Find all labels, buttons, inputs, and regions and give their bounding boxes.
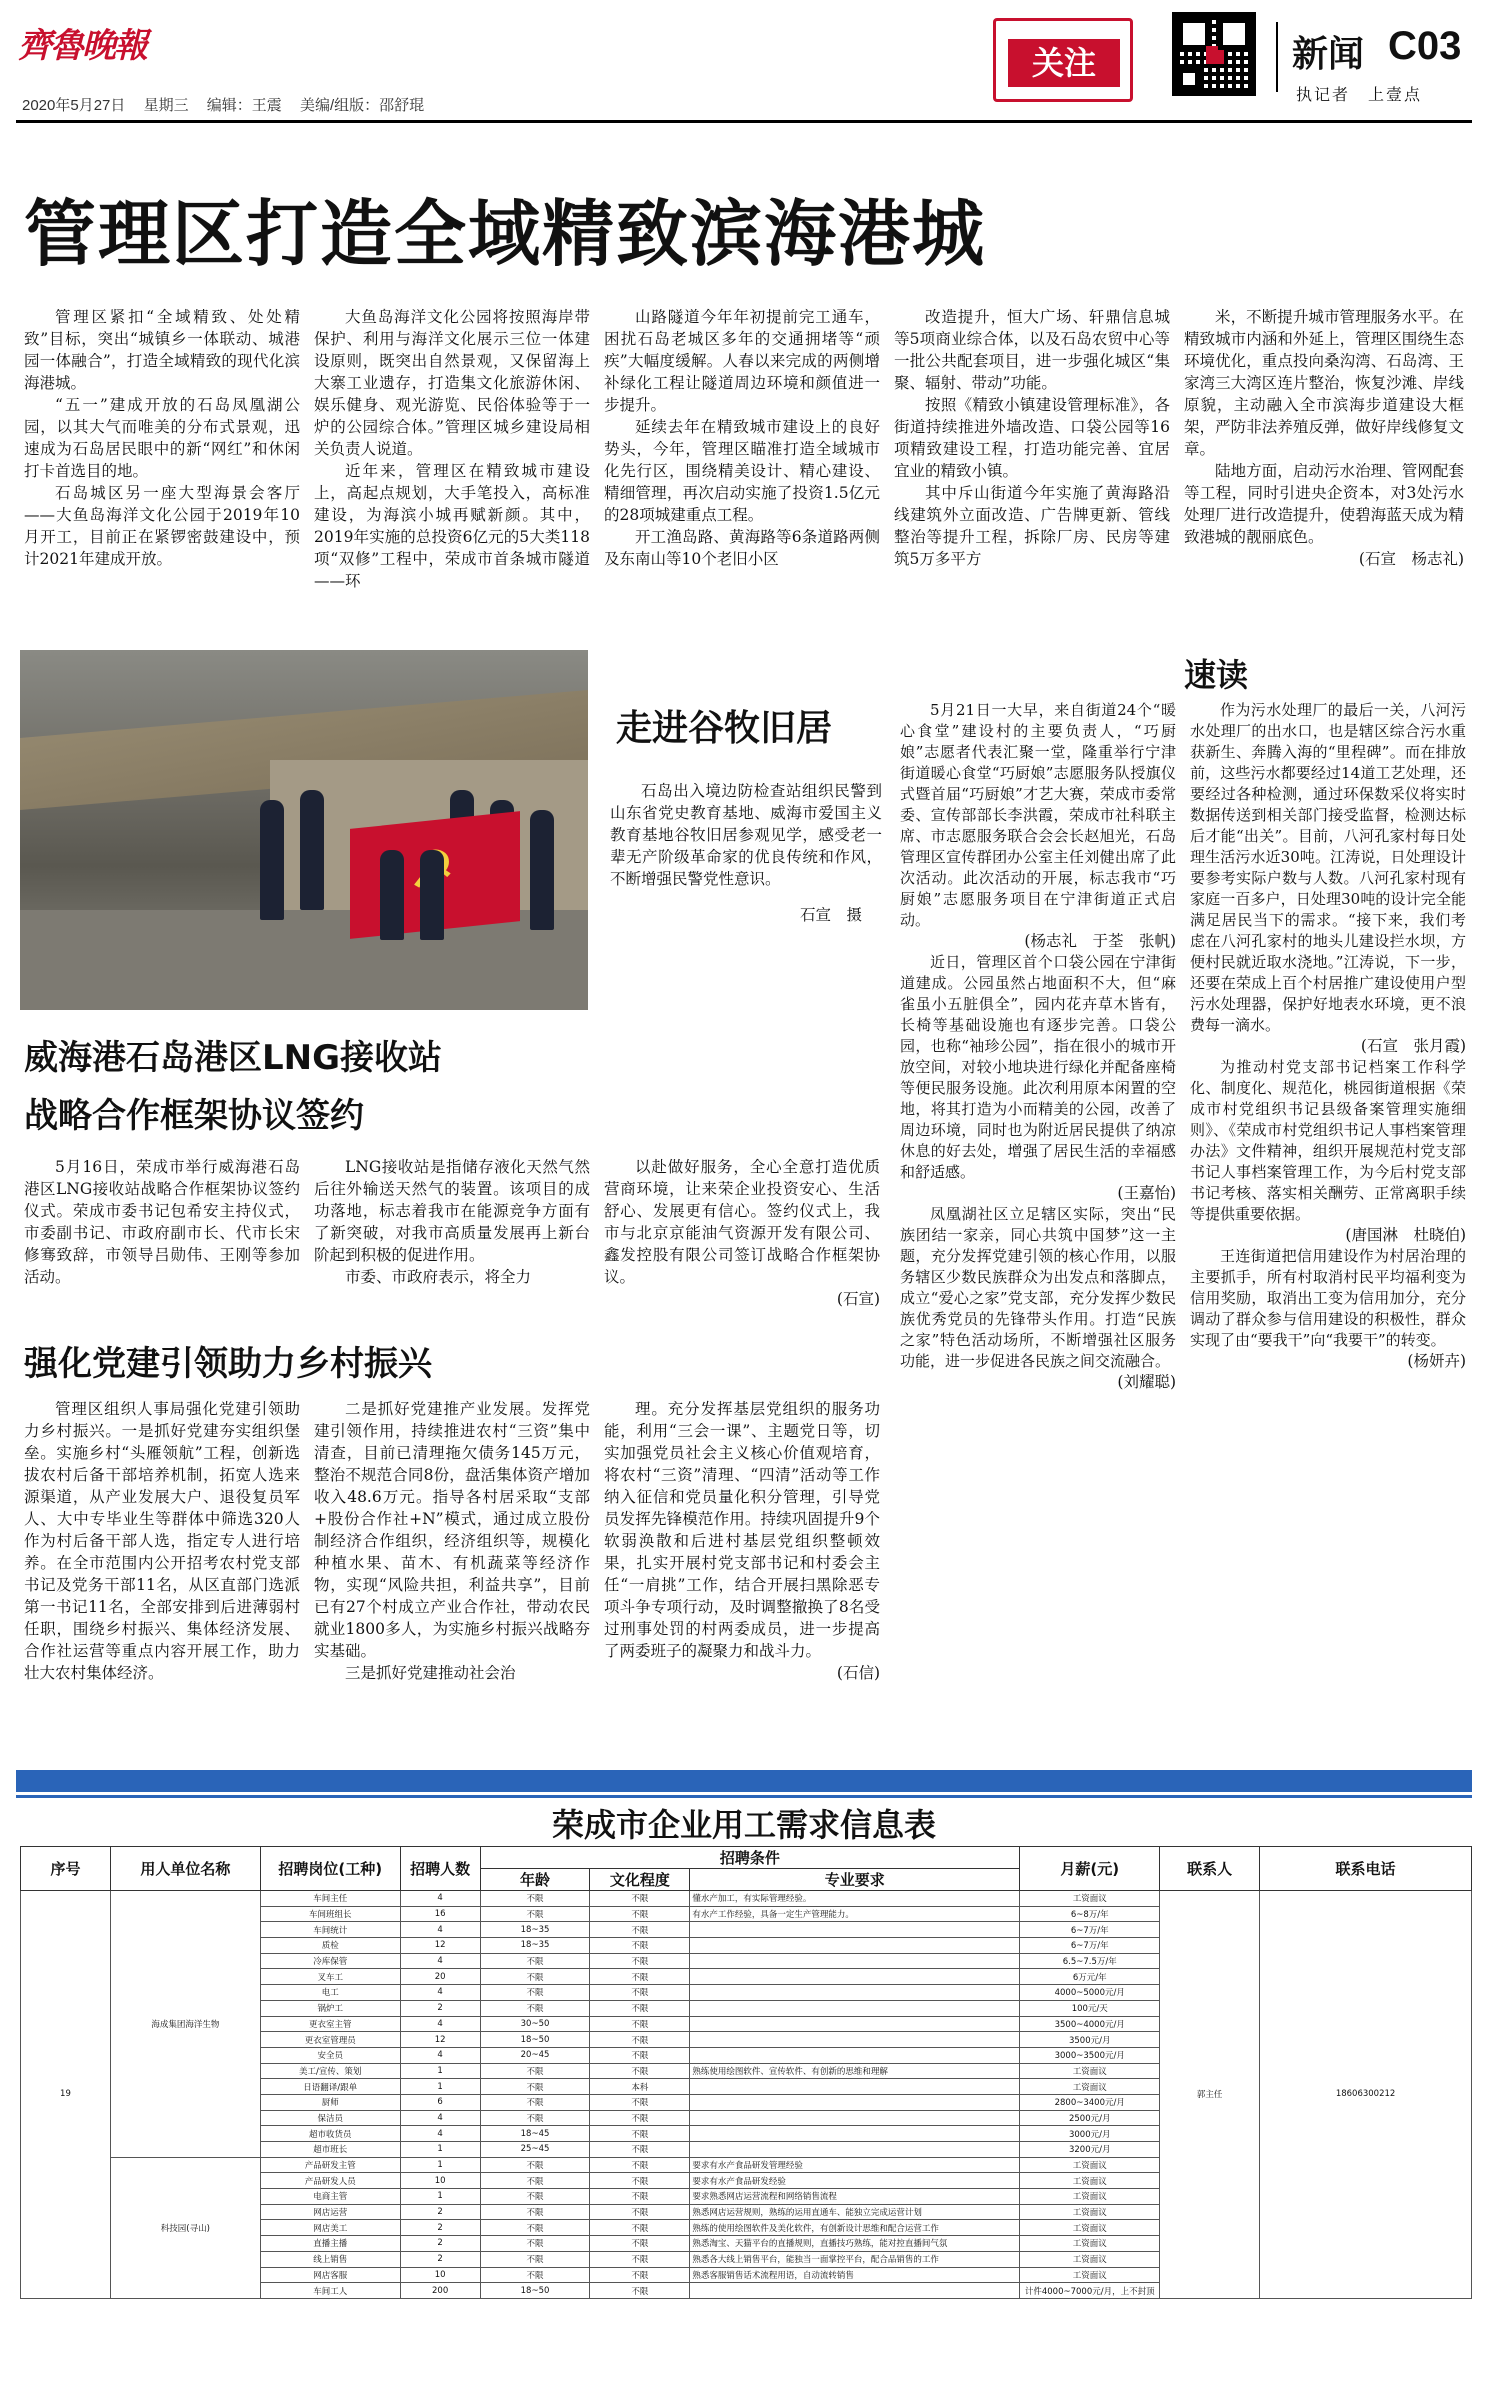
cell-salary: 3500~4000元/月: [1020, 2016, 1160, 2032]
byline: (刘耀聪): [1117, 1373, 1176, 1391]
issue-date: 2020年5月27日: [22, 97, 126, 114]
follow-label: 关注: [1008, 39, 1120, 87]
cell-age: 不限: [480, 1969, 590, 1985]
cell-edu: 不限: [590, 1938, 690, 1954]
cell-salary: 工资面议: [1020, 2220, 1160, 2236]
cell-req: [690, 2016, 1020, 2032]
lead-article-col-2: [314, 306, 590, 592]
party-article-title: 强化党建引领助力乡村振兴: [24, 1344, 432, 1384]
cell-position: 线上销售: [260, 2251, 400, 2267]
cell-req: [690, 1985, 1020, 2001]
cell-age: 18~50: [480, 2283, 590, 2299]
paragraph: 延续去年在精致城市建设上的良好势头，今年，管理区瞄准打造全域城市化先行区，围绕精美设计、精心建设、精细管理，再次启动实施了投资1.5亿元的28项城建重点工程。: [604, 418, 880, 524]
cell-req: 熟练使用绘图软件、宣传软件、有创新的思维和理解: [690, 2063, 1020, 2079]
cell-req: [690, 2079, 1020, 2095]
cell-edu: 不限: [590, 2283, 690, 2299]
cell-position: 冷库保管: [260, 1953, 400, 1969]
cell-edu: 不限: [590, 1906, 690, 1922]
cell-age: 30~50: [480, 2016, 590, 2032]
cell-req: 要求有水产食品研发管理经验: [690, 2157, 1020, 2173]
cell-age: 不限: [480, 1906, 590, 1922]
cell-edu: 不限: [590, 2267, 690, 2283]
qr-code-icon: [1172, 12, 1256, 96]
cell-req: 有水产工作经验，具备一定生产管理能力。: [690, 1906, 1020, 1922]
cell-edu: 不限: [590, 2189, 690, 2205]
lng-article-col-2: [314, 1156, 590, 1288]
cell-position: 超市班长: [260, 2142, 400, 2158]
cell-salary: 6.5~7.5万/年: [1020, 1953, 1160, 1969]
paragraph: 王连街道把信用建设作为村居治理的主要抓手，所有村取消村民平均福利变为信用奖励，取消出工变为信用加分，充分调动了群众参与信用建设的积极性，群众实现了由“要我干”向“我要干”的转变。: [1190, 1247, 1466, 1349]
lng-article-col-3: [604, 1156, 880, 1310]
col-header-req: 专业要求: [690, 1869, 1020, 1891]
cell-count: 1: [400, 2079, 480, 2095]
cell-count: 4: [400, 1985, 480, 2001]
cell-salary: 100元/天: [1020, 2000, 1160, 2016]
cell-age: 不限: [480, 2157, 590, 2173]
cell-salary: 工资面议: [1020, 2079, 1160, 2095]
paragraph: 市委、市政府表示，将全力: [345, 1268, 532, 1286]
cell-salary: 6~7万/年: [1020, 1938, 1160, 1954]
cell-count: 12: [400, 1938, 480, 1954]
cell-age: 不限: [480, 1953, 590, 1969]
cell-position: 车间班组长: [260, 1906, 400, 1922]
col-header-age: 年龄: [480, 1869, 590, 1891]
header-divider: [1276, 22, 1278, 92]
page-headline: 管理区打造全域精致滨海港城: [24, 192, 987, 276]
cell-salary: 6~7万/年: [1020, 1922, 1160, 1938]
row-contact: 郭主任: [1160, 1891, 1260, 2299]
cell-salary: 工资面议: [1020, 2267, 1160, 2283]
byline: (杨志礼 于荃 张帆): [1024, 932, 1176, 950]
paragraph: 按照《精致小镇建设管理标准》，各街道持续推进外墙改造、口袋公园等16项精致建设工程，打造功能完善、宜居宜业的精致小镇。: [894, 396, 1170, 480]
cell-edu: 不限: [590, 2220, 690, 2236]
paragraph: 石岛出入境边防检查站组织民警到山东省党史教育基地、威海市爱国主义教育基地谷牧旧居参观见学，感受老一辈无产阶级革命家的优良传统和作风，不断增强民警党性意识。: [610, 782, 882, 888]
briefs-title: 速读: [1184, 656, 1249, 694]
cell-edu: 不限: [590, 2047, 690, 2063]
cell-req: 熟悉淘宝、天猫平台的直播规则，直播技巧熟练，能对控直播间气氛: [690, 2236, 1020, 2252]
cell-age: 不限: [480, 2236, 590, 2252]
cell-req: [690, 2047, 1020, 2063]
byline: (石信): [836, 1664, 880, 1682]
cell-salary: 工资面议: [1020, 2157, 1160, 2173]
cell-edu: 不限: [590, 2110, 690, 2126]
cell-position: 电商主管: [260, 2189, 400, 2205]
cell-age: 不限: [480, 2110, 590, 2126]
cell-position: 车间统计: [260, 1922, 400, 1938]
cell-count: 2: [400, 2000, 480, 2016]
cell-position: 美工/宣传、策划: [260, 2063, 400, 2079]
cell-edu: 不限: [590, 1922, 690, 1938]
cell-count: 1: [400, 2063, 480, 2079]
cell-count: 4: [400, 1891, 480, 1907]
cell-edu: 不限: [590, 2063, 690, 2079]
cell-salary: 4000~5000元/月: [1020, 1985, 1160, 2001]
cell-edu: 不限: [590, 2251, 690, 2267]
jobs-table-title: 荣成市企业用工需求信息表: [551, 1806, 936, 1844]
cell-req: [690, 2142, 1020, 2158]
cell-position: 电工: [260, 1985, 400, 2001]
byline: (石宣): [836, 1290, 880, 1308]
cell-position: 超市收货员: [260, 2126, 400, 2142]
lng-article-col-1: [24, 1156, 300, 1288]
news-photo: [20, 650, 588, 1010]
cell-age: 不限: [480, 2094, 590, 2110]
cell-salary: 3000元/月: [1020, 2126, 1160, 2142]
section-name: 新闻: [1292, 34, 1365, 75]
party-article-col-2: [314, 1398, 590, 1684]
cell-req: [690, 1922, 1020, 1938]
cell-salary: 2500元/月: [1020, 2110, 1160, 2126]
cell-count: 4: [400, 2110, 480, 2126]
paragraph: 近年来，管理区在精致城市建设上，高起点规划，大手笔投入，高标准建设，为海滨小城再赋新颜。其中，2019年实施的总投资6亿元的5大类118项“双修”工程中，荣成市首条城市隧道——环: [314, 462, 590, 590]
cell-edu: 不限: [590, 2142, 690, 2158]
cell-req: [690, 2110, 1020, 2126]
photo-credit: 石宣 摄: [799, 906, 862, 924]
cell-count: 2: [400, 2220, 480, 2236]
paragraph: 5月16日，荣成市举行威海港石岛港区LNG接收站战略合作框架协议签约仪式。荣成市委书记包希安主持仪式，市委副书记、市政府副市长、代市长宋修骞致辞，市领导吕勋伟、王刚等参加活动。: [24, 1158, 300, 1286]
reporter-label: 执记者 上壹点: [1296, 85, 1423, 104]
cell-count: 12: [400, 2032, 480, 2048]
paragraph: 三是抓好党建推动社会治: [345, 1664, 516, 1682]
cell-edu: 不限: [590, 2032, 690, 2048]
cell-count: 200: [400, 2283, 480, 2299]
col-header-count: 招聘人数: [400, 1847, 480, 1891]
newspaper-logo: 齊魯晚報: [18, 26, 146, 66]
cell-req: 熟悉客服销售话术流程用语，自动流转销售: [690, 2267, 1020, 2283]
paragraph: 5月21日一大早，来自街道24个“暖心食堂”建设村的主要负责人，“巧厨娘”志愿者代表汇聚一堂，隆重举行宁津街道暖心食堂“巧厨娘”志愿服务队授旗仪式暨首届“巧厨娘”才艺大赛，荣成市委常委、宣传部部长李洪霞，荣成市社科联主席、市志愿服务联合会会长赵旭光，石岛管理区宣传群团办公室主任刘健出席了此次活动。此次活动的开展，标志我市“巧厨娘”志愿服务项目在宁津街道正式启动。: [900, 701, 1176, 929]
cell-position: 车间工人: [260, 2283, 400, 2299]
cell-age: 不限: [480, 1985, 590, 2001]
cell-count: 2: [400, 2251, 480, 2267]
byline: (杨妍卉): [1407, 1352, 1466, 1370]
paragraph: 管理区组织人事局强化党建引领助力乡村振兴。一是抓好党建夯实组织堡垒。实施乡村“头雁领航”工程，创新选拔农村后备干部培养机制，拓宽人选来源渠道，从产业发展大户、退役复员军人、大中专毕业生等群体中筛选320人作为村后备干部人选，指定专人进行培养。在全市范围内公开招考农村党支部书记及党务干部11名，从区直部门选派第一书记11名，全部安排到后进薄弱村任职，围绕乡村振兴、集体经济发展、合作社运营等重点内容开展工作，助力壮大农村集体经济。: [24, 1400, 300, 1682]
cell-age: 不限: [480, 2220, 590, 2236]
cell-req: [690, 2032, 1020, 2048]
cell-age: 不限: [480, 2204, 590, 2220]
lead-article-col-3: [604, 306, 880, 570]
cell-salary: 3200元/月: [1020, 2142, 1160, 2158]
cell-position: 网店美工: [260, 2220, 400, 2236]
cell-position: 更衣室主管: [260, 2016, 400, 2032]
cell-edu: 不限: [590, 2016, 690, 2032]
paragraph: 其中斥山街道今年实施了黄海路沿线建筑外立面改造、广告牌更新、管线整治等提升工程，拆除厂房、民房等建筑5万多平方: [894, 484, 1170, 568]
byline: (唐国淋 杜晓伯): [1345, 1226, 1466, 1244]
col-header-contact: 联系人: [1160, 1847, 1260, 1891]
cell-count: 16: [400, 1906, 480, 1922]
row-seq: 19: [21, 1891, 111, 2299]
byline: (石宣 张月霞): [1360, 1037, 1466, 1055]
row-unit: 海成集团海洋生物: [110, 1891, 260, 2158]
cell-salary: 计件4000~7000元/月，上不封顶: [1020, 2283, 1160, 2299]
cell-req: [690, 2126, 1020, 2142]
paragraph: 为推动村党支部书记档案工作科学化、制度化、规范化，桃园街道根据《荣成市村党组织书记县级备案管理实施细则》、《荣成市村党组织书记人事档案管理办法》文件精神，组织开展规范村党支部书记人事档案管理工作，为今后村党支部书记考核、落实相关酬劳、正常离职手续等提供重要依据。: [1190, 1058, 1466, 1223]
cell-req: [690, 2000, 1020, 2016]
design-credit: 美编/组版：邵舒琨: [299, 97, 425, 114]
cell-salary: 6万元/年: [1020, 1969, 1160, 1985]
cell-salary: 3500元/月: [1020, 2032, 1160, 2048]
cell-edu: 不限: [590, 2204, 690, 2220]
paragraph: “五一”建成开放的石岛凤凰湖公园，以其大气而唯美的分布式景观，迅速成为石岛居民眼中的新“网红”和休闲打卡首选目的地。: [24, 396, 300, 480]
cell-age: 25~45: [480, 2142, 590, 2158]
cell-req: 熟悉各大线上销售平台，能独当一面掌控平台，配合品销售的工作: [690, 2251, 1020, 2267]
cell-age: 不限: [480, 2079, 590, 2095]
cell-position: 保洁员: [260, 2110, 400, 2126]
cell-position: 安全员: [260, 2047, 400, 2063]
lead-article-col-4: [894, 306, 1170, 570]
paragraph: 近日，管理区首个口袋公园在宁津街道建成。公园虽然占地面积不大，但“麻雀虽小五脏俱全”，园内花卉草木皆有，长椅等基础设施也有逐步完善。口袋公园，也称“袖珍公园”，指在很小的城市开放空间，对较小地块进行绿化并配备座椅等便民服务设施。此次利用原本闲置的空地，将其打造为小而精美的公园，改善了周边环境，同时也为附近居民提供了纳凉休息的好去处，增强了居民生活的幸福感和舒适感。: [900, 953, 1176, 1181]
page-number: C03: [1388, 24, 1462, 68]
cell-position: 质检: [260, 1938, 400, 1954]
cell-edu: 不限: [590, 1953, 690, 1969]
col-header-conditions: 招聘条件: [480, 1847, 1020, 1869]
cell-count: 4: [400, 1922, 480, 1938]
cell-age: 不限: [480, 2267, 590, 2283]
col-header-no: 序号: [21, 1847, 111, 1891]
briefs-col-1: [900, 700, 1176, 1393]
party-article-col-1: [24, 1398, 300, 1684]
cell-req: [690, 1938, 1020, 1954]
cell-age: 不限: [480, 2173, 590, 2189]
cell-req: 懂水产加工，有实际管理经验。: [690, 1891, 1020, 1907]
issue-weekday: 星期三: [143, 97, 189, 114]
lng-article-title-line-2: 战略合作框架协议签约: [24, 1096, 364, 1136]
follow-badge: [993, 18, 1133, 102]
cell-req: 熟悉网店运营规则，熟练的运用直通车、能独立完成运营计划: [690, 2204, 1020, 2220]
header-rule: [16, 120, 1472, 123]
cell-count: 10: [400, 2267, 480, 2283]
briefs-col-2: [1190, 700, 1466, 1372]
cell-salary: 工资面议: [1020, 2236, 1160, 2252]
cell-count: 2: [400, 2236, 480, 2252]
paragraph: LNG接收站是指储存液化天然气然后往外输送天然气的装置。该项目的成功落地，标志着我市在能源竞争方面有了新突破，对我市高质量发展再上新台阶起到积极的促进作用。: [314, 1158, 590, 1264]
cell-salary: 6~8万/年: [1020, 1906, 1160, 1922]
cell-position: 更衣室管理员: [260, 2032, 400, 2048]
paragraph: 以赴做好服务，全心全意打造优质营商环境，让来荣企业投资安心、生活舒心、发展更有信心。签约仪式上，我市与北京京能油气资源开发有限公司、鑫发控股有限公司签订战略合作框架协议。: [604, 1158, 880, 1286]
cell-position: 直播主播: [260, 2236, 400, 2252]
jobs-table: [20, 1846, 1472, 2299]
col-header-edu: 文化程度: [590, 1869, 690, 1891]
cell-position: 日语翻译/跟单: [260, 2079, 400, 2095]
jobs-table-body: [21, 1891, 1472, 2299]
col-header-unit: 用人单位名称: [110, 1847, 260, 1891]
col-header-position: 招聘岗位(工种): [260, 1847, 400, 1891]
paragraph: 大鱼岛海洋文化公园将按照海岸带保护、利用与海洋文化展示三位一体建设原则，既突出自然景观，又保留海上大寨工业遗存，打造集文化旅游休闲、娱乐健身、观光游览、民俗体验等于一炉的公园综合体。”管理区城乡建设局相关负责人说道。: [314, 308, 590, 458]
cell-salary: 工资面议: [1020, 1891, 1160, 1907]
cell-req: [690, 2283, 1020, 2299]
cell-age: 18~35: [480, 1922, 590, 1938]
cell-count: 1: [400, 2189, 480, 2205]
cell-position: 网店客服: [260, 2267, 400, 2283]
cell-edu: 不限: [590, 2000, 690, 2016]
paragraph: 作为污水处理厂的最后一关，八河污水处理厂的出水口，也是辖区综合污水重获新生、奔腾入海的“里程碑”。而在排放前，这些污水都要经过14道工艺处理，还要经过各种检测，通过环保数采仪将实时数据传送到相关部门接受监督，检测达标后才能“出关”。目前，八河孔家村每日处理生活污水近30吨。江涛说，日处理设计要参考实际户数与人数。八河孔家村现有家庭一百多户，日处理30吨的设计完全能满足居民当下的需求。“接下来，我们考虑在八河孔家村的地头儿建设拦水坝，方便村民就近取水浇地。”江涛说，下一步，还要在荣成上百个村居推广建设使用户型污水处理器，保护好地表水环境，更不浪费每一滴水。: [1190, 701, 1466, 1034]
dateline: [22, 94, 438, 115]
row-phone: 18606300212: [1260, 1891, 1472, 2299]
cell-salary: 工资面议: [1020, 2063, 1160, 2079]
lead-article-col-1: [24, 306, 300, 570]
table-header-band: [16, 1770, 1472, 1792]
cell-age: 18~45: [480, 2126, 590, 2142]
cell-edu: 不限: [590, 1985, 690, 2001]
cell-age: 不限: [480, 2063, 590, 2079]
cell-position: 网店运营: [260, 2204, 400, 2220]
cell-age: 不限: [480, 2189, 590, 2205]
editor-credit: 编辑：王震: [206, 97, 282, 114]
cell-salary: 工资面议: [1020, 2173, 1160, 2189]
lng-article-title-line-1: 威海港石岛港区LNG接收站: [24, 1038, 443, 1078]
byline: (王嘉怡): [1117, 1184, 1176, 1202]
cell-req: 要求熟悉网店运营流程和网络销售流程: [690, 2189, 1020, 2205]
cell-salary: 3000~3500元/月: [1020, 2047, 1160, 2063]
cell-count: 4: [400, 2126, 480, 2142]
col-header-salary: 月薪(元): [1020, 1847, 1160, 1891]
cell-age: 不限: [480, 2000, 590, 2016]
cell-edu: 不限: [590, 1891, 690, 1907]
byline: (石宣 杨志礼): [1358, 550, 1464, 568]
cell-age: 20~45: [480, 2047, 590, 2063]
paragraph: 二是抓好党建推产业发展。发挥党建引领作用，持续推进农村“三资”集中清查，目前已清理拖欠债务145万元，整治不规范合同8份，盘活集体资产增加收入48.6万元。指导各村居采取“支部+股份合作社+N”模式，通过成立股份制经济合作组织，经济组织等，规模化种植水果、苗木、有机蔬菜等经济作物，实现“风险共担，利益共享”，目前已有27个村成立产业合作社，带动农民就业1800多人，为实施乡村振兴战略夯实基础。: [314, 1400, 590, 1660]
cell-edu: 不限: [590, 1969, 690, 1985]
cell-salary: 工资面议: [1020, 2251, 1160, 2267]
table-row: [21, 1891, 1472, 1907]
cell-count: 2: [400, 2204, 480, 2220]
col-header-phone: 联系电话: [1260, 1847, 1472, 1891]
cell-edu: 不限: [590, 2157, 690, 2173]
cell-position: 锅炉工: [260, 2000, 400, 2016]
cell-count: 20: [400, 1969, 480, 1985]
cell-salary: 2800~3400元/月: [1020, 2094, 1160, 2110]
cell-edu: 不限: [590, 2173, 690, 2189]
cell-count: 1: [400, 2142, 480, 2158]
cell-edu: 不限: [590, 2236, 690, 2252]
cell-age: 不限: [480, 1891, 590, 1907]
paragraph: 管理区紧扣“全域精致、处处精致”目标，突出“城镇乡一体联动、城港园一体融合”，打造全域精致的现代化滨海港城。: [24, 308, 300, 392]
cell-position: 车间主任: [260, 1891, 400, 1907]
paragraph: 米，不断提升城市管理服务水平。在精致城市内涵和外延上，管理区围绕生态环境优化，重点投向桑沟湾、石岛湾、王家湾三大湾区连片整治，恢复沙滩、岸线原貌，主动融入全市滨海步道建设大框架，严防非法养殖反弹，做好岸线修复文章。: [1184, 308, 1464, 458]
cell-edu: 不限: [590, 2126, 690, 2142]
paragraph: 改造提升，恒大广场、轩鼎信息城等5项商业综合体，以及石岛农贸中心等一批公共配套项目，进一步强化城区“集聚、辐射、带动”功能。: [894, 308, 1170, 392]
paragraph: 山路隧道今年年初提前完工通车，困扰石岛老城区多年的交通拥堵等“顽疾”大幅度缓解。人春以来完成的两侧增补绿化工程让隧道周边环境和颜值进一步提升。: [604, 308, 880, 414]
cell-edu: 本科: [590, 2079, 690, 2095]
paragraph: 理。充分发挥基层党组织的服务功能，利用“三会一课”、主题党日等，切实加强党员社会主义核心价值观培育，将农村“三资”清理、“四清”活动等工作纳入征信和党员量化积分管理，引导党员发挥先锋模范作用。持续巩固提升9个软弱涣散和后进村基层党组织整顿效果，扎实开展村党支部书记和村委会主任“一肩挑”工作，结合开展扫黑除恶专项斗争专项行动，及时调整撤换了8名受过刑事处罚的村两委成员，进一步提高了两委班子的凝聚力和战斗力。: [604, 1400, 880, 1660]
paragraph: 凤凰湖社区立足辖区实际，突出“民族团结一家亲，同心共筑中国梦”这一主题，充分发挥党建引领的核心作用，以服务辖区少数民族群众为出发点和落脚点，成立“爱心之家”党支部，充分发挥少数民族优秀党员的先锋带头作用。打造“民族之家”特色活动场所，不断增强社区服务功能，进一步促进各民族之间交流融合。: [900, 1205, 1176, 1370]
cell-salary: 工资面议: [1020, 2189, 1160, 2205]
cell-req: [690, 2094, 1020, 2110]
cell-salary: 工资面议: [1020, 2204, 1160, 2220]
cell-count: 6: [400, 2094, 480, 2110]
cell-count: 1: [400, 2157, 480, 2173]
cell-age: 不限: [480, 2251, 590, 2267]
cell-req: [690, 1953, 1020, 1969]
paragraph: 石岛城区另一座大型海景会客厅——大鱼岛海洋文化公园于2019年10月开工，目前正在紧锣密鼓建设中，预计2021年建成开放。: [24, 484, 300, 568]
cell-req: 熟练的使用绘图软件及美化软件，有创新设计思维和配合运营工作: [690, 2220, 1020, 2236]
cell-count: 4: [400, 2016, 480, 2032]
cell-count: 10: [400, 2173, 480, 2189]
paragraph: 陆地方面，启动污水治理、管网配套等工程，同时引进央企资本，对3处污水处理厂进行改造提升，使碧海蓝天成为精致港城的靓丽底色。: [1184, 462, 1464, 546]
cell-position: 产品研发人员: [260, 2173, 400, 2189]
cell-age: 18~35: [480, 1938, 590, 1954]
cell-count: 4: [400, 2047, 480, 2063]
row-unit: 科技园(寻山): [110, 2157, 260, 2298]
cell-count: 4: [400, 1953, 480, 1969]
photo-story-caption: [610, 780, 882, 926]
cell-position: 厨师: [260, 2094, 400, 2110]
cell-position: 产品研发主管: [260, 2157, 400, 2173]
cell-req: [690, 1969, 1020, 1985]
photo-story-title: 走进谷牧旧居: [616, 708, 833, 749]
cell-position: 叉车工: [260, 1969, 400, 1985]
cell-edu: 不限: [590, 2094, 690, 2110]
lead-article-col-5: [1184, 306, 1464, 570]
cell-age: 18~50: [480, 2032, 590, 2048]
paragraph: 开工渔岛路、黄海路等6条道路两侧及东南山等10个老旧小区: [604, 528, 880, 568]
cell-req: 要求有水产食品研发经验: [690, 2173, 1020, 2189]
party-article-col-3: [604, 1398, 880, 1684]
